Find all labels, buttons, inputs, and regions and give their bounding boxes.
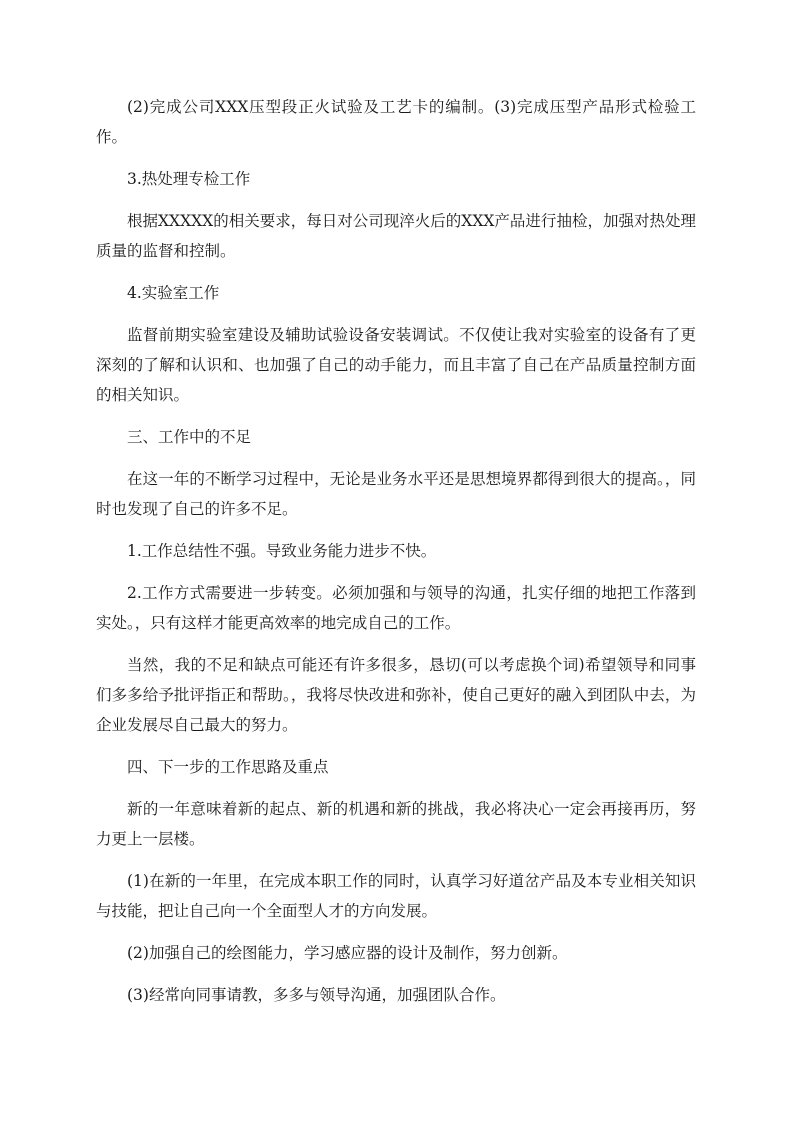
paragraph-shortcoming-1: 1.工作总结性不强。导致业务能力进步不快。 xyxy=(127,542,437,560)
heading-laboratory: 4.实验室工作 xyxy=(127,284,220,302)
heading-next-steps: 四、下一步的工作思路及重点 xyxy=(127,758,329,776)
paragraph-plan-1: (1)在新的一年里，在完成本职工作的同时，认真学习好道岔产品及本专业相关知识与技能，把让自己向一个全面型人才的方向发展。 xyxy=(96,872,696,920)
paragraph-heat-treatment: 根据XXXXX的相关要求，每日对公司现淬火后的XXX产品进行抽检，加强对热处理质量的监督和控制。 xyxy=(96,212,696,260)
paragraph-next-steps-intro: 新的一年意味着新的起点、新的机遇和新的挑战，我必将决心一定会再接再历，努力更上一层楼。 xyxy=(96,800,696,848)
document-body xyxy=(96,92,696,1022)
paragraph-shortcomings-intro: 在这一年的不断学习过程中，无论是业务水平还是思想境界都得到很大的提高。，同时也发现了自己的许多不足。 xyxy=(96,470,696,518)
paragraph-plan-2: (2)加强自己的绘图能力，学习感应器的设计及制作，努力创新。 xyxy=(127,944,568,962)
paragraph-plan-3: (3)经常向同事请教，多多与领导沟通，加强团队合作。 xyxy=(127,986,506,1004)
paragraph-shortcoming-2: 2.工作方式需要进一步转变。必须加强和与领导的沟通，扎实仔细的地把工作落到实处。，只有这样才能更高效率的地完成自己的工作。 xyxy=(96,584,696,632)
heading-heat-treatment: 3.热处理专检工作 xyxy=(127,170,251,188)
paragraph-shortcomings-closing: 当然，我的不足和缺点可能还有许多很多，恳切(可以考虑换个词)希望领导和同事们多多给予批评指正和帮助。，我将尽快改进和弥补，使自己更好的融入到团队中去，为企业发展尽自己最大的努力。 xyxy=(96,656,696,734)
paragraph-form-inspection: (2)完成公司XXX压型段正火试验及工艺卡的编制。(3)完成压型产品形式检验工作。 xyxy=(96,98,696,146)
heading-shortcomings: 三、工作中的不足 xyxy=(127,428,252,446)
paragraph-laboratory: 监督前期实验室建设及辅助试验设备安装调试。不仅使让我对实验室的设备有了更深刻的了解和认识和、也加强了自己的动手能力，而且丰富了自己在产品质量控制方面的相关知识。 xyxy=(96,326,696,404)
